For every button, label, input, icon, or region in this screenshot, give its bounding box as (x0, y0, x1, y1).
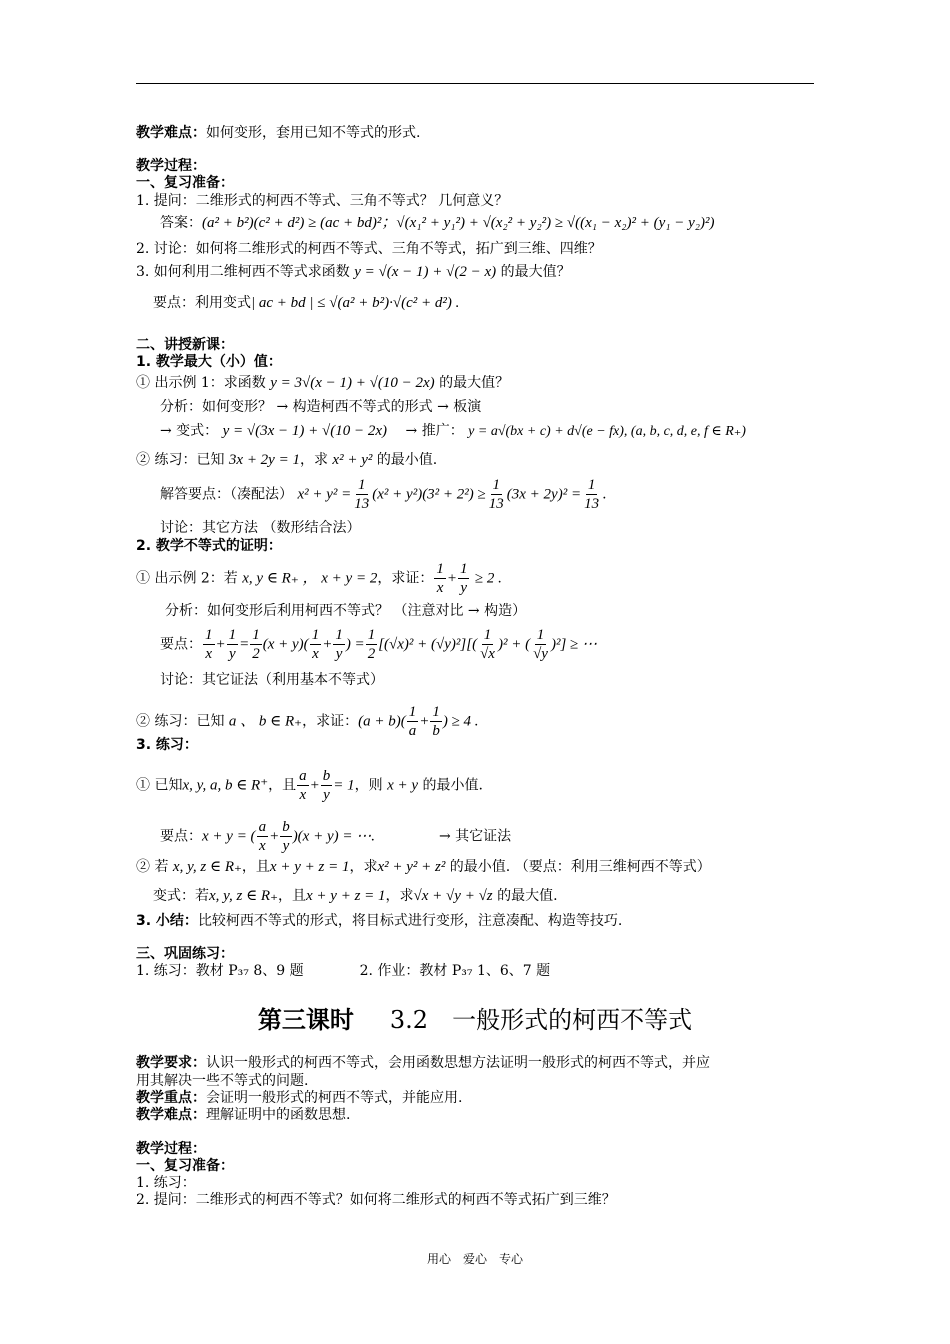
part-3-heading: 3. 练习： (136, 737, 198, 753)
summary-label: 3. 小结： (136, 913, 198, 929)
section-2-heading: 二、讲授新课： (136, 337, 234, 353)
fraction-num: 1 (358, 477, 366, 493)
practice-1 (136, 451, 437, 469)
key-formula-b: )(x + y) = ⋯. (292, 828, 375, 845)
exercise-2-target: x² + y² + z² (377, 859, 446, 875)
fraction-b-y (321, 767, 333, 804)
fraction-num: 1 (483, 627, 492, 643)
fraction-1-a (407, 703, 419, 740)
practice-1-solution (160, 476, 607, 513)
fraction-den: 13 (584, 496, 600, 512)
fraction-1-x (310, 626, 322, 663)
fraction-1-sqrty (531, 626, 550, 663)
plus-sign: + (215, 636, 226, 653)
answer-formula: (a² + b²)(c² + d²) ≥ (ac + bd)²；√(x₁² + y₁²) + √(x₂² + y₂²) ≥ √((x₁ − x₂)² + (y₁ − y₂)²) (202, 215, 715, 231)
fraction-num: b (282, 819, 290, 835)
practice-2 (136, 703, 479, 740)
fraction-num: 1 (311, 627, 320, 643)
key-point-text: 会证明一般形式的柯西不等式，并能应用. (206, 1090, 463, 1106)
key-text: 要点：利用变式 (153, 295, 251, 311)
fraction-1-x (434, 560, 446, 597)
exercise-1-mid2: ，则 (354, 777, 383, 794)
exercise-2-tail: 的最小值. （要点：利用三维柯西不等式） (449, 859, 711, 875)
summary-text: 比较柯西不等式的形式，将目标式进行变形，注意凑配、构造等技巧. (197, 913, 623, 929)
fraction-den: y (335, 646, 343, 662)
lesson-title-a: 第三课时 (257, 1006, 354, 1034)
example-2-tail: ≥ 2 . (474, 570, 502, 587)
fraction-num: 1 (492, 477, 501, 493)
example-2-key (160, 626, 597, 663)
exercise-1-mid: ，且 (268, 777, 297, 794)
solution-label: 解答要点：（凑配法） (160, 486, 293, 503)
exercise-2-equation: x + y + z = 1 (269, 859, 350, 875)
answer-1 (160, 214, 714, 232)
variant-mid: ，且 (278, 888, 307, 904)
key-formula-d: [(√x)² + (√y)²][( (378, 636, 478, 653)
example-1-tail: 的最大值？ (439, 375, 510, 391)
variant-tail: 的最大值. (497, 888, 558, 904)
variant-label: → 变式： (160, 423, 219, 439)
fraction-1-13 (352, 476, 371, 513)
practice-1-condition: 3x + 2y = 1 (228, 452, 300, 468)
key-formula-a: x + y = ( (202, 828, 256, 845)
example-2-analysis: 分析：如何变形后利用柯西不等式？ （注意对比 → 构造） (165, 603, 527, 619)
equals-sign: = (239, 636, 250, 653)
exercise-2-mid: ，且 (241, 859, 270, 875)
fraction-num: 1 (252, 627, 260, 643)
exercise-1-tail: 的最小值. (422, 777, 483, 794)
fraction-1-y (458, 560, 470, 597)
page-footer: 用心 爱心 专心 (426, 1252, 523, 1266)
fraction-num: a (258, 819, 267, 835)
plus-sign: + (269, 828, 280, 845)
fraction-den: 2 (252, 646, 260, 662)
practice-1-target: x² + y² (332, 452, 373, 468)
exercise-1-text: ① 已知 (136, 777, 183, 794)
variant-mid2: ，求 (385, 888, 414, 904)
review-item-2: 2. 提问：二维形式的柯西不等式？如何将二维形式的柯西不等式拓广到三维？ (136, 1192, 616, 1208)
variant-condition: x, y, z ∈ R₊ (209, 888, 279, 904)
exercise-2 (136, 858, 711, 876)
difficulty-label-2: 教学难点： (136, 1107, 206, 1123)
exercise-1-condition: x, y, a, b ∈ R⁺ (182, 777, 269, 794)
question-3 (136, 263, 571, 281)
fraction-num: 1 (205, 627, 213, 643)
fraction-num: 1 (228, 627, 237, 643)
practice-2-formula-b: ) ≥ 4 . (442, 713, 479, 730)
key-formula-f: )²] ≥ ⋯ (550, 636, 598, 653)
fraction-num: b (322, 768, 331, 784)
difficulty-text-2: 理解证明中的函数思想. (206, 1107, 351, 1123)
question-1: 1. 提问：二维形式的柯西不等式、三角不等式？ 几何意义？ (136, 193, 509, 209)
fraction-b-y (280, 818, 292, 855)
example-2-condition: x, y ∈ R₊ ， x + y = 2 (242, 570, 378, 587)
question-2: 2. 讨论：如何将二维形式的柯西不等式、三角不等式，拓广到三维、四维？ (136, 241, 602, 257)
key-point-line (136, 1089, 462, 1107)
variant-label: 变式：若 (153, 888, 209, 904)
fraction-num: 1 (335, 627, 343, 643)
example-1-formula: y = 3√(x − 1) + √(10 − 2x) (270, 375, 435, 391)
fraction-den: √y (533, 646, 548, 662)
fraction-den: y (460, 580, 468, 596)
fraction-1-13 (487, 476, 506, 513)
variant-formula: y = √(3x − 1) + √(10 − 2x) (222, 423, 388, 439)
practice-2-text: ② 练习：已知 (136, 713, 225, 730)
fraction-num: 1 (408, 704, 417, 720)
example-2 (136, 560, 502, 597)
plus-sign: + (419, 713, 430, 730)
fraction-num: 1 (432, 704, 440, 720)
lesson-title-b: 3.2 一般形式的柯西不等式 (389, 1006, 693, 1034)
exercise-1 (136, 767, 483, 804)
key-formula-c: ) = (345, 636, 365, 653)
fraction-den: x (205, 646, 213, 662)
part-1-heading: 1. 教学最大（小）值： (136, 354, 282, 370)
difficulty-label: 教学难点： (136, 125, 206, 141)
part-2-heading: 2. 教学不等式的证明： (136, 538, 282, 554)
difficulty-line-2 (136, 1106, 350, 1124)
key-point-label: 教学重点： (136, 1090, 206, 1106)
plus-sign: + (309, 777, 320, 794)
practice-1-discussion: 讨论：其它方法 （数形结合法） (160, 520, 361, 536)
example-1 (136, 374, 509, 392)
key-formula-e: )² + ( (497, 636, 531, 653)
question-3-formula: y = √(x − 1) + √(2 − x) (354, 264, 497, 280)
difficulty-line (136, 124, 420, 142)
example-1-text: ① 出示例 1：求函数 (136, 375, 266, 391)
fraction-1-y (227, 626, 239, 663)
fraction-num: 1 (367, 627, 376, 643)
other-proof-note: → 其它证法 (438, 828, 512, 845)
fraction-half (250, 626, 262, 663)
fraction-1-y (333, 626, 345, 663)
fraction-den: 13 (354, 496, 370, 512)
key-formula: | ac + bd | ≤ √(a² + b²)·√(c² + d²) . (251, 295, 460, 311)
fraction-half (366, 626, 378, 663)
fraction-den: x (258, 838, 266, 854)
fraction-num: 1 (536, 627, 545, 643)
process-label: 教学过程： (136, 158, 206, 174)
review-label: 一、复习准备： (136, 175, 234, 191)
solution-mid: (x² + y²)(3² + 2²) ≥ (372, 486, 486, 503)
fraction-den: √x (480, 646, 495, 662)
fraction-den: b (432, 723, 440, 739)
exercise-1-target: x + y (387, 777, 419, 794)
key-point (153, 294, 459, 312)
solution-mid2: (3x + 2y)² = (506, 486, 582, 503)
fraction-den: x (436, 580, 444, 596)
lesson-title (136, 1000, 814, 1035)
fraction-num: 1 (459, 561, 468, 577)
exercise-2-condition: x, y, z ∈ R₊ (172, 859, 242, 875)
review-label-2: 一、复习准备： (136, 1158, 234, 1174)
solution-end: . (602, 486, 607, 503)
fraction-den: 13 (488, 496, 504, 512)
fraction-num: a (299, 768, 307, 784)
fraction-1-sqrtx (478, 626, 497, 663)
example-2-mid: ，求证： (377, 570, 434, 587)
fraction-den: y (229, 646, 236, 662)
exercise-1-key (160, 818, 511, 855)
extension-formula: y = a√(bx + c) + d√(e − fx), (a, b, c, d, e, f ∈ R₊) (468, 424, 746, 439)
consolidation-line: 1. 练习：教材 P₃₇ 8、9 题 2. 作业：教材 P₃₇ 1、6、7 题 (136, 963, 551, 979)
requirement-text: 认识一般形式的柯西不等式，会用函数思想方法证明一般形式的柯西不等式，并应 (206, 1055, 710, 1071)
exercise-2-variant (153, 887, 558, 905)
difficulty-text: 如何变形，套用已知不等式的形式. (206, 125, 421, 141)
process-label-2: 教学过程： (136, 1141, 206, 1157)
example-2-text: ① 出示例 2：若 (136, 570, 238, 587)
fraction-num: 1 (436, 561, 444, 577)
extension-label: → 推广： (405, 423, 464, 439)
exercise-1-equals: = 1 (333, 777, 355, 794)
practice-2-condition: a 、 b ∈ R₊ (228, 713, 303, 730)
key-label: 要点： (160, 828, 202, 845)
example-2-discussion: 讨论：其它证法（利用基本不等式） (160, 672, 384, 688)
review-item-1: 1. 练习： (136, 1175, 196, 1191)
key-label: 要点： (160, 636, 202, 653)
practice-2-mid: ，求证： (302, 713, 359, 730)
practice-1-mid: ，求 (299, 452, 328, 468)
fraction-den: a (408, 723, 417, 739)
fraction-1-13 (582, 476, 601, 513)
requirement-label: 教学要求： (136, 1055, 206, 1071)
fraction-1-x (203, 626, 215, 663)
requirement-line-2: 用其解决一些不等式的问题. (136, 1073, 309, 1089)
variant-target: √x + √y + √z (413, 888, 493, 904)
fraction-den: x (299, 787, 307, 803)
question-3-text: 3. 如何利用二维柯西不等式求函数 (136, 264, 350, 280)
variant-equation: x + y + z = 1 (306, 888, 386, 904)
fraction-1-b (430, 703, 442, 740)
fraction-a-x (297, 767, 309, 804)
plus-sign: + (446, 570, 457, 587)
example-1-analysis: 分析：如何变形？ → 构造柯西不等式的形式 → 板演 (160, 399, 482, 415)
fraction-den: 2 (367, 646, 376, 662)
practice-1-tail: 的最小值. (376, 452, 438, 468)
key-formula-b: (x + y)( (262, 636, 309, 653)
practice-2-formula-a: (a + b)( (358, 713, 406, 730)
requirement-line (136, 1054, 710, 1072)
header-rule (136, 83, 814, 84)
exercise-2-mid2: ，求 (349, 859, 378, 875)
practice-1-text: ② 练习：已知 (136, 452, 225, 468)
solution-lhs: x² + y² = (297, 486, 352, 503)
answer-label: 答案： (160, 215, 202, 231)
summary-line (136, 912, 622, 930)
fraction-den: y (282, 838, 290, 854)
example-1-variant (160, 422, 746, 441)
fraction-den: y (323, 787, 330, 803)
plus-sign: + (322, 636, 333, 653)
fraction-den: x (312, 646, 319, 662)
fraction-a-x (257, 818, 269, 855)
question-3-tail: 的最大值？ (500, 264, 571, 280)
section-3-heading: 三、巩固练习： (136, 946, 234, 962)
fraction-num: 1 (587, 477, 596, 493)
exercise-2-text: ② 若 (136, 859, 169, 875)
